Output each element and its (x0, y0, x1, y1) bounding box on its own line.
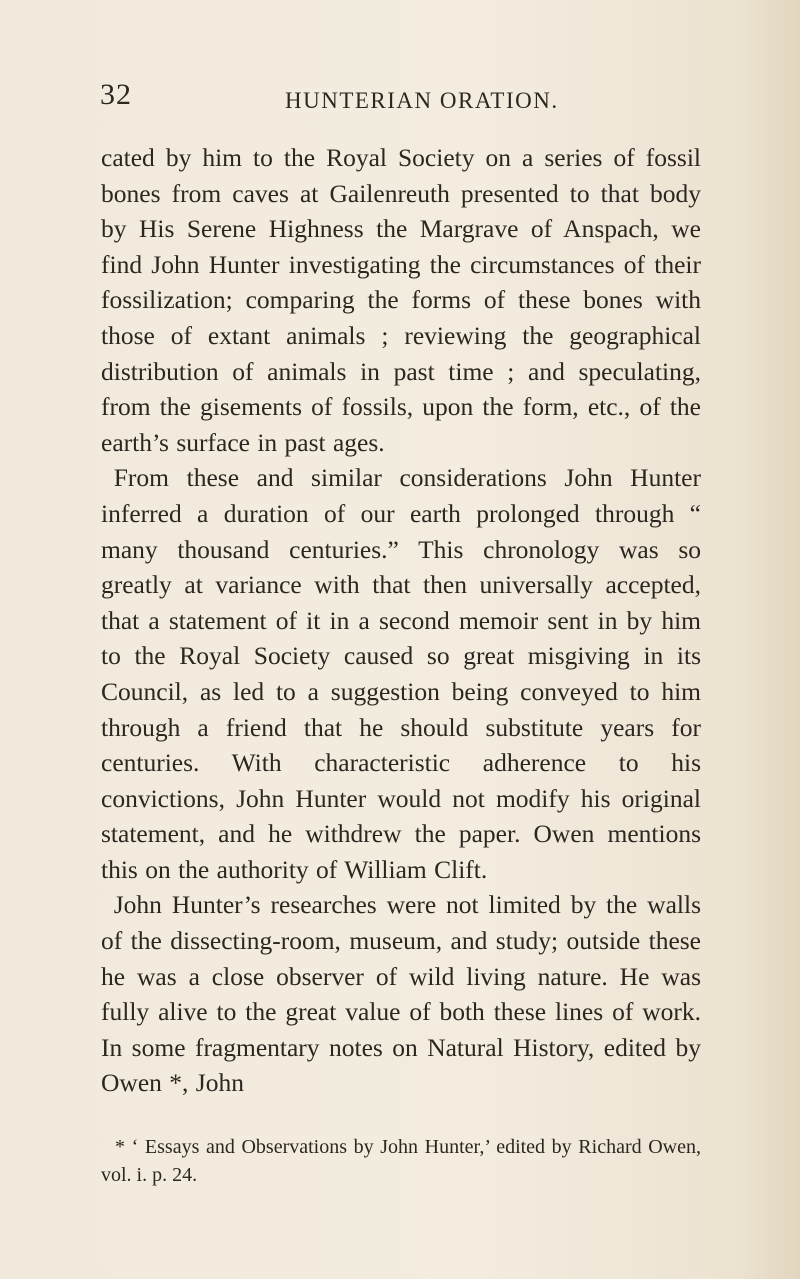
footnote (101, 1133, 701, 1189)
running-title: HUNTERIAN ORATION. (285, 88, 559, 113)
body-text (101, 140, 701, 1101)
footnote-text: ‘ Essays and Observations by John Hunter,’ edited by Richard Owen, vol. i. p. 24. (101, 1136, 702, 1186)
paragraph-2: From these and similar considerations John Hunter inferred a duration of our earth prolonged through “ many thousand centuries.” This chronology was so greatly at variance with that then universally accepted, that a statement of it in a second memoir sent in by him to the Royal Society caused so great misgiving in its Council, as led to a suggestion being conveyed to him through a friend that he should substitute years for centuries. With characteristic adherence to his convictions, John Hunter would not modify his original statement, and he withdrew the paper. Owen mentions this on the authority of William Clift. (101, 463, 701, 884)
page-number: 32 (100, 78, 132, 111)
paragraph-1: cated by him to the Royal Society on a series of fossil bones from caves at Gailenreuth presented to that body by His Serene Highness the Margrave of Anspach, we find John Hunter investigating the circumstances of their fossilization; comparing the forms of these bones with those of extant animals ; reviewing the geographical distribution of animals in past time ; and speculating, from the gisements of fossils, upon the form, etc., of the earth’s surface in past ages. (101, 143, 701, 457)
footnote-marker: * (115, 1136, 125, 1158)
page-header (0, 78, 800, 118)
paragraph-3: John Hunter’s researches were not limited by the walls of the dissecting-room, museum, and study; outside these he was a close observer of wild living nature. He was fully alive to the great value of both these lines of work. In some fragmentary notes on Natural History, edited by Owen *, John (101, 890, 701, 1098)
